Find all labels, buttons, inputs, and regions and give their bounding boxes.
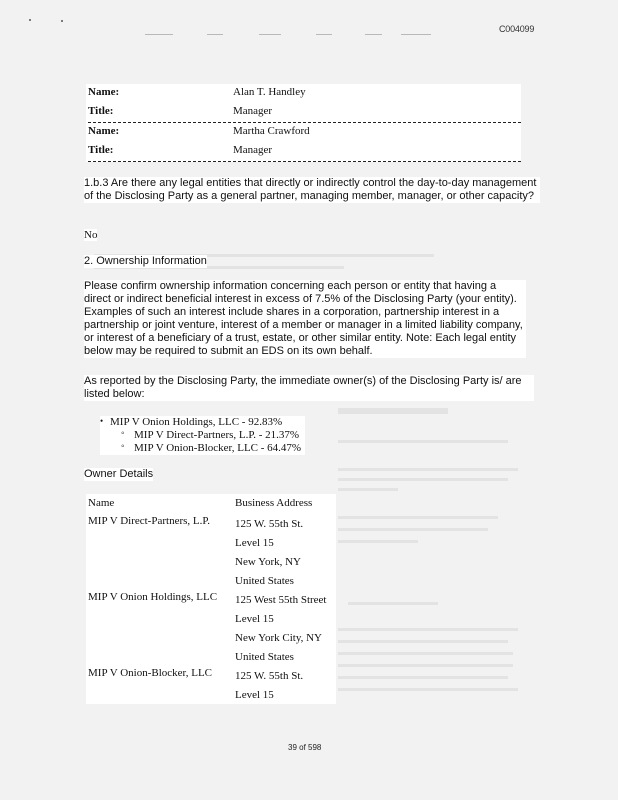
bleed-through [338,478,508,481]
scan-artifact [145,34,173,35]
table-row [86,512,336,588]
owner-name: MIP V Direct-Partners, L.P. [88,515,211,527]
address-line: Level 15 [235,613,274,625]
column-header-address: Business Address [235,497,313,509]
bleed-through [348,602,438,605]
signatory-table [86,84,521,162]
answer-1b3: No [84,229,98,241]
scan-speck [61,20,63,22]
address-line: 125 W. 55th St. [235,518,304,530]
owner-details-table [86,494,336,704]
list-item: ◦ MIP V Direct-Partners, L.P. - 21.37% [100,429,301,442]
owner-name: MIP V Onion-Blocker, LLC [88,667,213,679]
bleed-through [338,528,488,531]
bleed-through [338,664,513,667]
address-line: 125 W. 55th St. [235,670,304,682]
owner-details-heading: Owner Details [84,468,154,480]
signatory-title-row [86,103,521,122]
bleed-through [338,676,508,679]
owner-address [235,667,303,705]
title-label: Title: [88,105,114,117]
ownership-tree [100,416,305,455]
address-line: New York City, NY [235,632,322,644]
bleed-through [338,652,513,655]
name-label: Name: [88,86,120,98]
bleed-through [338,468,518,471]
scan-speck [29,19,31,21]
address-line: New York, NY [235,556,302,568]
owner-address [235,591,327,667]
ownership-instructions: Please confirm ownership information concerning each person or entity that having a direct or indirect beneficial interest in excess of 7.5% of the Disclosing Party (your entity). Examples of such an interest include shares in a corporation, partnership interest in a partnership or joint venture, interest of a member or manager in a limited liability company, or interest of a beneficiary of a trust, estate, or other similar entity. Note: Each legal entity below may be required to submit an EDS on its own behalf. [84,280,526,358]
scan-artifact [401,34,431,35]
table-row [86,664,336,704]
scan-artifact [316,34,332,35]
section-heading: 2. Ownership Information [84,255,207,267]
address-line: Level 15 [235,689,274,701]
question-1b3: 1.b.3 Are there any legal entities that directly or indirectly control the day-to-day management of the Disclosing Party as a general partner, managing member, manager, or other capacity? [84,177,540,203]
signatory-name: Alan T. Handley [233,86,306,98]
bleed-through [338,516,498,519]
bleed-through [338,440,508,443]
page-number: 39 of 598 [288,743,322,752]
signatory-name-row [86,123,521,142]
bates-number: C004099 [499,24,535,34]
owner-address [235,515,303,591]
scan-artifact [259,34,281,35]
owner-name: MIP V Onion Holdings, LLC [88,591,218,603]
address-line: 125 West 55th Street [235,594,327,606]
table-row [86,588,336,664]
title-label: Title: [88,144,114,156]
table-header [86,494,336,512]
signatory-title: Manager [233,144,273,156]
bleed-through [338,688,518,691]
owners-intro: As reported by the Disclosing Party, the immediate owner(s) of the Disclosing Party is/ are listed below: [84,375,534,401]
address-line: United States [235,575,294,587]
list-item: ◦ MIP V Onion-Blocker, LLC - 64.47% [100,442,301,455]
name-label: Name: [88,125,120,137]
scan-artifact [207,34,223,35]
list-item: • MIP V Onion Holdings, LLC - 92.83% [100,416,301,429]
bleed-through [338,540,418,543]
bleed-through [338,488,398,491]
signatory-name-row [86,84,521,103]
dashed-divider [88,161,521,162]
address-line: Level 15 [235,537,274,549]
bleed-through [338,628,518,631]
signatory-title: Manager [233,105,273,117]
scan-artifact [365,34,382,35]
signatory-name: Martha Crawford [233,125,310,137]
bleed-through [338,408,448,414]
bleed-through [338,640,508,643]
address-line: United States [235,651,294,663]
column-header-name: Name [88,497,115,509]
signatory-title-row [86,142,521,161]
